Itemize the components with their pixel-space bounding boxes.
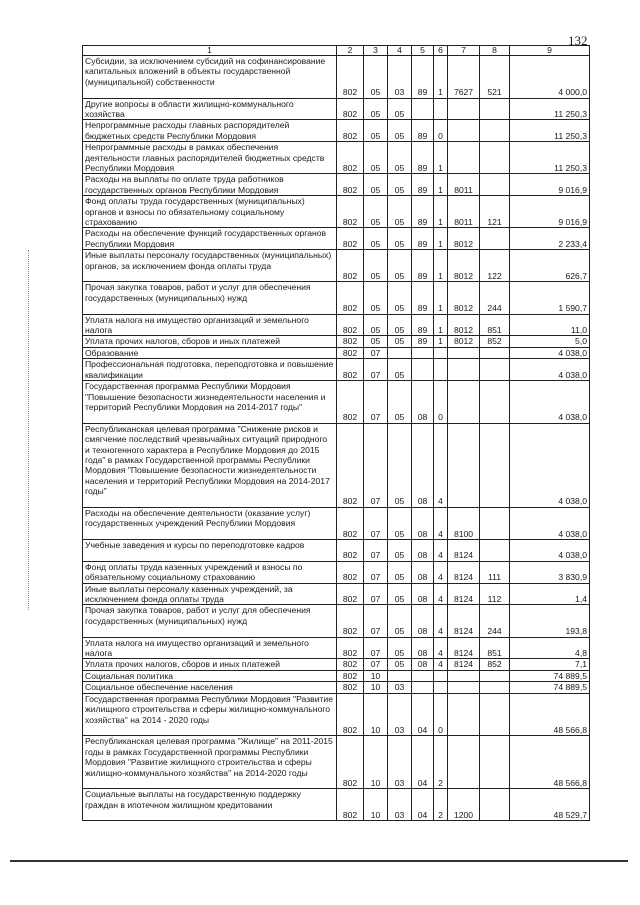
row-code: 05 xyxy=(388,314,412,336)
row-code: 8124 xyxy=(448,637,480,659)
row-name: Социальные выплаты на государственную поддержку граждан в ипотечном жилищном кредитовании xyxy=(83,789,337,821)
row-amount: 2 233,4 xyxy=(510,228,590,250)
row-code: 05 xyxy=(388,174,412,196)
row-code: 7627 xyxy=(448,56,480,99)
row-code xyxy=(448,736,480,789)
row-code: 10 xyxy=(364,693,388,736)
row-code: 05 xyxy=(364,336,388,347)
row-code: 802 xyxy=(337,359,364,381)
row-code xyxy=(412,98,434,120)
row-code: 8012 xyxy=(448,314,480,336)
page-number: 132 xyxy=(568,33,588,48)
row-code: 802 xyxy=(337,174,364,196)
row-code: 03 xyxy=(388,789,412,821)
row-amount: 11,0 xyxy=(510,314,590,336)
row-name: Субсидии, за исключением субсидий на софинансирование капитальных вложений в объекты государственной (муниципальной) собственности xyxy=(83,56,337,99)
table-row xyxy=(83,605,590,637)
row-code xyxy=(480,120,510,142)
row-code: 05 xyxy=(388,561,412,583)
row-code: 03 xyxy=(388,682,412,693)
row-code: 10 xyxy=(364,682,388,693)
column-header: 6 xyxy=(434,46,448,56)
row-code: 802 xyxy=(337,336,364,347)
bottom-rule xyxy=(10,860,628,862)
row-name: Образование xyxy=(83,347,337,358)
row-code: 8012 xyxy=(448,282,480,314)
row-code: 8011 xyxy=(448,174,480,196)
row-amount: 3 830,9 xyxy=(510,561,590,583)
row-amount: 11 250,3 xyxy=(510,98,590,120)
table-row xyxy=(83,693,590,736)
row-name: Уплата налога на имущество организаций и земельного налога xyxy=(83,637,337,659)
row-name: Республиканская целевая программа "Жилище" на 2011-2015 годы в рамках Государственной программы Республики Мордовия "Развитие жилищного строительства и сферы жилищно-коммунального хозяйства" на 2014-2020 годы xyxy=(83,736,337,789)
row-code: 802 xyxy=(337,142,364,174)
row-code xyxy=(480,381,510,424)
row-code: 802 xyxy=(337,637,364,659)
row-code: 07 xyxy=(364,381,388,424)
row-code xyxy=(448,423,480,507)
row-code xyxy=(448,359,480,381)
row-name: Уплата прочих налогов, сборов и иных платежей xyxy=(83,336,337,347)
row-code xyxy=(448,682,480,693)
row-name: Социальное обеспечение населения xyxy=(83,682,337,693)
row-code: 08 xyxy=(412,583,434,605)
row-code: 05 xyxy=(364,250,388,282)
row-code xyxy=(480,98,510,120)
row-code: 08 xyxy=(412,605,434,637)
row-code xyxy=(480,736,510,789)
row-code: 07 xyxy=(364,347,388,358)
row-code: 1 xyxy=(434,250,448,282)
row-code: 08 xyxy=(412,423,434,507)
row-amount: 1,4 xyxy=(510,583,590,605)
row-code: 852 xyxy=(480,336,510,347)
row-code xyxy=(448,347,480,358)
row-code xyxy=(412,682,434,693)
row-code: 802 xyxy=(337,381,364,424)
row-code: 05 xyxy=(364,120,388,142)
row-code: 802 xyxy=(337,540,364,562)
row-amount: 4 038,0 xyxy=(510,347,590,358)
row-code: 89 xyxy=(412,196,434,228)
row-name: Социальная политика xyxy=(83,670,337,681)
row-amount: 4 038,0 xyxy=(510,540,590,562)
row-code: 2 xyxy=(434,789,448,821)
row-code: 05 xyxy=(388,540,412,562)
row-code: 05 xyxy=(364,174,388,196)
row-code: 4 xyxy=(434,659,448,670)
row-code: 03 xyxy=(388,56,412,99)
row-code: 122 xyxy=(480,250,510,282)
column-header: 3 xyxy=(364,46,388,56)
table-row xyxy=(83,120,590,142)
column-header: 2 xyxy=(337,46,364,56)
row-code: 0 xyxy=(434,381,448,424)
row-name: Учебные заведения и курсы по переподготовке кадров xyxy=(83,540,337,562)
row-code xyxy=(412,347,434,358)
row-code: 07 xyxy=(364,605,388,637)
row-code: 05 xyxy=(388,98,412,120)
row-amount: 4 038,0 xyxy=(510,507,590,539)
row-code: 4 xyxy=(434,637,448,659)
row-code: 05 xyxy=(388,120,412,142)
row-code: 05 xyxy=(364,314,388,336)
row-code: 1 xyxy=(434,56,448,99)
row-amount: 4 038,0 xyxy=(510,381,590,424)
row-amount: 7,1 xyxy=(510,659,590,670)
row-code: 802 xyxy=(337,789,364,821)
row-code: 10 xyxy=(364,670,388,681)
row-code: 89 xyxy=(412,314,434,336)
row-code: 05 xyxy=(388,282,412,314)
row-code: 07 xyxy=(364,507,388,539)
row-code xyxy=(412,670,434,681)
row-code: 05 xyxy=(388,659,412,670)
row-code: 03 xyxy=(388,693,412,736)
row-code xyxy=(388,670,412,681)
row-code: 4 xyxy=(434,423,448,507)
row-code: 802 xyxy=(337,98,364,120)
row-code: 802 xyxy=(337,670,364,681)
row-code: 244 xyxy=(480,282,510,314)
row-code: 05 xyxy=(364,282,388,314)
row-code: 4 xyxy=(434,540,448,562)
row-code xyxy=(480,347,510,358)
row-code xyxy=(434,347,448,358)
row-code: 89 xyxy=(412,228,434,250)
row-code: 07 xyxy=(364,659,388,670)
row-code: 04 xyxy=(412,789,434,821)
row-code: 8124 xyxy=(448,540,480,562)
budget-table xyxy=(82,45,590,821)
row-name: Фонд оплаты труда казенных учреждений и взносы по обязательному социальному страхованию xyxy=(83,561,337,583)
row-code: 05 xyxy=(364,98,388,120)
row-code: 851 xyxy=(480,637,510,659)
row-code: 89 xyxy=(412,174,434,196)
row-code: 1200 xyxy=(448,789,480,821)
row-code: 89 xyxy=(412,142,434,174)
table-row xyxy=(83,659,590,670)
row-amount: 626,7 xyxy=(510,250,590,282)
row-code xyxy=(434,670,448,681)
row-code: 05 xyxy=(364,228,388,250)
row-name: Непрограммные расходы главных распорядителей бюджетных средств Республики Мордовия xyxy=(83,120,337,142)
row-code: 802 xyxy=(337,507,364,539)
row-code: 05 xyxy=(388,583,412,605)
table-row xyxy=(83,682,590,693)
row-code xyxy=(480,228,510,250)
table-row xyxy=(83,381,590,424)
row-code: 89 xyxy=(412,336,434,347)
row-amount: 48 566,8 xyxy=(510,693,590,736)
table-row xyxy=(83,174,590,196)
row-code xyxy=(480,670,510,681)
row-code xyxy=(412,359,434,381)
table-row xyxy=(83,583,590,605)
row-code xyxy=(480,693,510,736)
row-code: 04 xyxy=(412,736,434,789)
row-code: 8011 xyxy=(448,196,480,228)
row-amount: 11 250,3 xyxy=(510,120,590,142)
row-amount: 4 038,0 xyxy=(510,423,590,507)
row-name: Расходы на обеспечение деятельности (оказание услуг) государственных учреждений Республики Мордовия xyxy=(83,507,337,539)
row-code: 89 xyxy=(412,120,434,142)
table-row xyxy=(83,228,590,250)
row-amount: 4 038,0 xyxy=(510,359,590,381)
row-code xyxy=(480,423,510,507)
row-code: 1 xyxy=(434,142,448,174)
row-amount: 193,8 xyxy=(510,605,590,637)
row-code: 10 xyxy=(364,736,388,789)
row-code: 07 xyxy=(364,561,388,583)
row-code xyxy=(480,142,510,174)
row-code: 89 xyxy=(412,282,434,314)
table-row xyxy=(83,347,590,358)
row-code xyxy=(448,142,480,174)
row-code: 05 xyxy=(388,336,412,347)
row-code xyxy=(434,98,448,120)
row-name: Уплата прочих налогов, сборов и иных платежей xyxy=(83,659,337,670)
table-row xyxy=(83,196,590,228)
row-code: 07 xyxy=(364,583,388,605)
row-code xyxy=(448,693,480,736)
row-code: 07 xyxy=(364,540,388,562)
row-code: 2 xyxy=(434,736,448,789)
row-code: 03 xyxy=(388,736,412,789)
row-code: 1 xyxy=(434,314,448,336)
row-code: 4 xyxy=(434,583,448,605)
table-row xyxy=(83,561,590,583)
row-code: 802 xyxy=(337,282,364,314)
table-row xyxy=(83,142,590,174)
row-code: 08 xyxy=(412,659,434,670)
row-code xyxy=(480,174,510,196)
table-row xyxy=(83,423,590,507)
table-row xyxy=(83,250,590,282)
row-code: 802 xyxy=(337,736,364,789)
row-amount: 1 590,7 xyxy=(510,282,590,314)
row-code: 121 xyxy=(480,196,510,228)
column-header: 9 xyxy=(510,46,590,56)
row-code xyxy=(448,381,480,424)
row-code xyxy=(480,789,510,821)
row-code: 802 xyxy=(337,423,364,507)
row-code: 1 xyxy=(434,282,448,314)
row-code xyxy=(448,120,480,142)
row-code: 8012 xyxy=(448,336,480,347)
row-code: 05 xyxy=(388,359,412,381)
row-code: 802 xyxy=(337,682,364,693)
table-row xyxy=(83,507,590,539)
row-code: 08 xyxy=(412,540,434,562)
row-code: 89 xyxy=(412,250,434,282)
table-row xyxy=(83,56,590,99)
row-code: 07 xyxy=(364,359,388,381)
row-code: 1 xyxy=(434,336,448,347)
row-code: 802 xyxy=(337,659,364,670)
row-code: 8124 xyxy=(448,659,480,670)
header-row xyxy=(83,46,590,56)
row-code: 802 xyxy=(337,347,364,358)
row-code: 07 xyxy=(364,637,388,659)
row-code: 08 xyxy=(412,381,434,424)
row-code xyxy=(480,359,510,381)
row-amount: 5,0 xyxy=(510,336,590,347)
table-row xyxy=(83,637,590,659)
table-row xyxy=(83,359,590,381)
row-code: 8012 xyxy=(448,228,480,250)
row-code xyxy=(480,682,510,693)
row-code: 802 xyxy=(337,693,364,736)
row-code: 8124 xyxy=(448,561,480,583)
row-code xyxy=(480,507,510,539)
row-amount: 4 000,0 xyxy=(510,56,590,99)
row-amount: 48 529,7 xyxy=(510,789,590,821)
row-code: 05 xyxy=(388,507,412,539)
row-code: 8012 xyxy=(448,250,480,282)
row-code xyxy=(480,540,510,562)
row-code: 802 xyxy=(337,605,364,637)
row-code: 05 xyxy=(388,142,412,174)
row-code xyxy=(434,359,448,381)
row-code: 04 xyxy=(412,693,434,736)
row-code: 802 xyxy=(337,314,364,336)
row-code: 05 xyxy=(364,142,388,174)
row-code: 851 xyxy=(480,314,510,336)
row-code: 802 xyxy=(337,561,364,583)
row-code: 802 xyxy=(337,196,364,228)
row-amount: 74 889,5 xyxy=(510,670,590,681)
row-name: Республиканская целевая программа "Снижение рисков и смягчение последствий чрезвычайных ситуаций природного и техногенного характера в Республике Мордовия до 2015 года" в рамках Государственной программы Республики Мордовия "Повышение безопасности жизнедеятельности населения и территорий Республики Мордовия на 2014-2017 годы" xyxy=(83,423,337,507)
row-code: 05 xyxy=(388,381,412,424)
column-header: 5 xyxy=(412,46,434,56)
row-code: 8100 xyxy=(448,507,480,539)
row-code: 05 xyxy=(388,250,412,282)
row-code: 08 xyxy=(412,507,434,539)
row-name: Государственная программа Республики Мордовия "Повышение безопасности жизнедеятельности населения и территорий Республики Мордовия на 2014-2017 годы" xyxy=(83,381,337,424)
row-code: 1 xyxy=(434,228,448,250)
row-code: 802 xyxy=(337,228,364,250)
row-code xyxy=(388,347,412,358)
table-row xyxy=(83,314,590,336)
row-amount: 48 566,8 xyxy=(510,736,590,789)
row-code: 4 xyxy=(434,507,448,539)
table-row xyxy=(83,736,590,789)
row-name: Другие вопросы в области жилищно-коммунального хозяйства xyxy=(83,98,337,120)
row-code: 0 xyxy=(434,693,448,736)
row-code: 10 xyxy=(364,789,388,821)
column-header: 7 xyxy=(448,46,480,56)
row-code: 08 xyxy=(412,637,434,659)
row-amount: 11 250,3 xyxy=(510,142,590,174)
row-name: Расходы на обеспечение функций государственных органов Республики Мордовия xyxy=(83,228,337,250)
row-name: Фонд оплаты труда государственных (муниципальных) органов и взносы по обязательному социальному страхованию xyxy=(83,196,337,228)
row-code xyxy=(434,682,448,693)
row-code: 07 xyxy=(364,423,388,507)
row-code: 1 xyxy=(434,196,448,228)
row-amount: 9 016,9 xyxy=(510,196,590,228)
row-code: 05 xyxy=(388,605,412,637)
row-name: Иные выплаты персоналу казенных учреждений, за исключением фонда оплаты труда xyxy=(83,583,337,605)
column-header: 1 xyxy=(83,46,337,56)
row-name: Расходы на выплаты по оплате труда работников государственных органов Республики Мордовия xyxy=(83,174,337,196)
row-name: Непрограммные расходы в рамках обеспечения деятельности главных распорядителей бюджетных средств Республики Мордовия xyxy=(83,142,337,174)
row-amount: 9 016,9 xyxy=(510,174,590,196)
row-name: Профессиональная подготовка, переподготовка и повышение квалификации xyxy=(83,359,337,381)
row-name: Прочая закупка товаров, работ и услуг для обеспечения государственных (муниципальных) нужд xyxy=(83,282,337,314)
row-code xyxy=(448,98,480,120)
row-code: 111 xyxy=(480,561,510,583)
row-code: 05 xyxy=(388,228,412,250)
row-code: 08 xyxy=(412,561,434,583)
table-row xyxy=(83,540,590,562)
row-code: 852 xyxy=(480,659,510,670)
column-header: 4 xyxy=(388,46,412,56)
table-row xyxy=(83,670,590,681)
row-code: 05 xyxy=(364,196,388,228)
row-amount: 74 889,5 xyxy=(510,682,590,693)
row-code: 802 xyxy=(337,250,364,282)
row-code: 1 xyxy=(434,174,448,196)
table-row xyxy=(83,336,590,347)
row-code: 112 xyxy=(480,583,510,605)
row-code: 0 xyxy=(434,120,448,142)
table-row xyxy=(83,789,590,821)
row-code: 244 xyxy=(480,605,510,637)
row-code: 802 xyxy=(337,583,364,605)
row-code: 521 xyxy=(480,56,510,99)
row-amount: 4,8 xyxy=(510,637,590,659)
table-row xyxy=(83,282,590,314)
row-code: 05 xyxy=(388,196,412,228)
row-name: Государственная программа Республики Мордовия "Развитие жилищного строительства и сферы жилищно-коммунального хозяйства" на 2014 - 2020 годы xyxy=(83,693,337,736)
row-code: 05 xyxy=(388,637,412,659)
row-name: Уплата налога на имущество организаций и земельного налога xyxy=(83,314,337,336)
row-code: 4 xyxy=(434,561,448,583)
row-name: Прочая закупка товаров, работ и услуг для обеспечения государственных (муниципальных) нужд xyxy=(83,605,337,637)
row-name: Иные выплаты персоналу государственных (муниципальных) органов, за исключением фонда оплаты труда xyxy=(83,250,337,282)
column-header: 8 xyxy=(480,46,510,56)
row-code: 4 xyxy=(434,605,448,637)
table-row xyxy=(83,98,590,120)
row-code: 8124 xyxy=(448,583,480,605)
row-code: 05 xyxy=(388,423,412,507)
row-code: 802 xyxy=(337,56,364,99)
row-code: 05 xyxy=(364,56,388,99)
row-code: 802 xyxy=(337,120,364,142)
row-code: 89 xyxy=(412,56,434,99)
row-code xyxy=(448,670,480,681)
row-code: 8124 xyxy=(448,605,480,637)
binding-marks xyxy=(28,250,31,610)
